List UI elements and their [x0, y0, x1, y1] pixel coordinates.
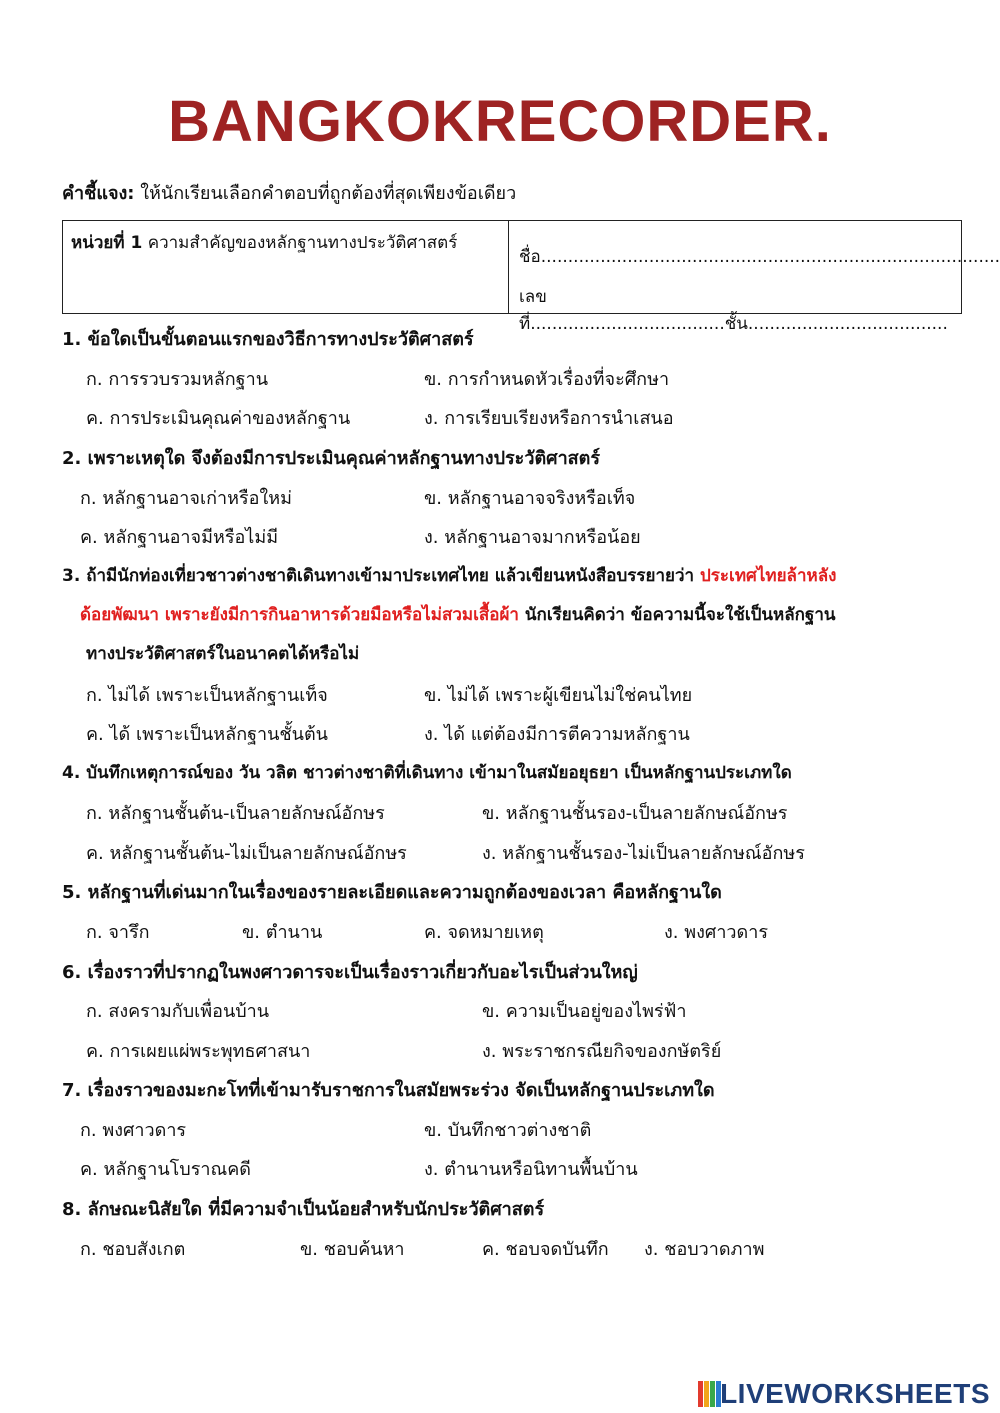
q7-option-c[interactable]: ค. หลักฐานโบราณคดี [80, 1159, 251, 1180]
q3-option-d[interactable]: ง. ได้ แต่ต้องมีการตีความหลักฐาน [424, 724, 690, 745]
q4-option-a[interactable]: ก. หลักฐานชั้นต้น-เป็นลายลักษณ์อักษร [86, 803, 385, 824]
q8-option-b[interactable]: ข. ชอบค้นหา [300, 1239, 405, 1260]
q6-option-d[interactable]: ง. พระราชกรณียกิจของกษัตริย์ [482, 1041, 722, 1062]
question-7: 7. เรื่องราวของมะกะโทที่เข้ามารับราชการในสมัยพระร่วง จัดเป็นหลักฐานประเภทใด [62, 1080, 715, 1101]
q3-option-b[interactable]: ข. ไม่ได้ เพราะผู้เขียนไม่ใช่คนไทย [424, 685, 693, 706]
question-3-line-3: ทางประวัติศาสตร์ในอนาคตได้หรือไม่ [86, 644, 360, 664]
q6-option-b[interactable]: ข. ความเป็นอยู่ของไพร่ฟ้า [482, 1001, 687, 1022]
question-4: 4. บันทึกเหตุการณ์ของ วัน วลิต ชาวต่างชาติที่เดินทาง เข้ามาในสมัยอยุธยา เป็นหลักฐานประเภทใด [62, 763, 792, 783]
question-5: 5. หลักฐานที่เด่นมากในเรื่องของรายละเอียดและความถูกต้องของเวลา คือหลักฐานใด [62, 882, 722, 903]
q2-option-b[interactable]: ข. หลักฐานอาจจริงหรือเท็จ [424, 488, 636, 509]
q5-option-c[interactable]: ค. จดหมายเหตุ [424, 922, 544, 943]
unit-label: หน่วยที่ 1 [71, 233, 143, 253]
q1-option-d[interactable]: ง. การเรียบเรียงหรือการนำเสนอ [424, 408, 674, 429]
q4-option-b[interactable]: ข. หลักฐานชั้นรอง-เป็นลายลักษณ์อักษร [482, 803, 788, 824]
footer-brand[interactable]: LIVEWORKSHEETS [720, 1378, 990, 1409]
q7-option-d[interactable]: ง. ตำนานหรือนิทานพื้นบ้าน [424, 1159, 638, 1180]
q1-option-c[interactable]: ค. การประเมินคุณค่าของหลักฐาน [86, 408, 351, 429]
instruction [62, 178, 516, 207]
number-class-field[interactable]: เลขที่....................................ชั้น..................................... [519, 287, 948, 334]
question-3-line-1 [62, 562, 836, 589]
q8-option-c[interactable]: ค. ชอบจดบันทึก [482, 1239, 609, 1260]
question-3-highlight-b: ด้อยพัฒนา เพราะยังมีการกินอาหารด้วยมือหรือไม่สวมเสื้อผ้า [80, 605, 519, 625]
question-3-text-b: นักเรียนคิดว่า ข้อความนี้จะใช้เป็นหลักฐาน [524, 605, 836, 625]
instruction-text: ให้นักเรียนเลือกคำตอบที่ถูกต้องที่สุดเพียงข้อเดียว [140, 183, 517, 204]
q2-option-a[interactable]: ก. หลักฐานอาจเก่าหรือใหม่ [80, 488, 292, 509]
q6-option-c[interactable]: ค. การเผยแผ่พระพุทธศาสนา [86, 1041, 311, 1062]
q5-option-a[interactable]: ก. จารึก [86, 922, 150, 943]
q8-option-a[interactable]: ก. ชอบสังเกต [80, 1239, 186, 1260]
q5-option-b[interactable]: ข. ตำนาน [242, 922, 323, 943]
question-3-line-2 [80, 601, 836, 628]
question-2: 2. เพราะเหตุใด จึงต้องมีการประเมินคุณค่าหลักฐานทางประวัติศาสตร์ [62, 448, 601, 469]
q3-option-c[interactable]: ค. ได้ เพราะเป็นหลักฐานชั้นต้น [86, 724, 328, 745]
box-divider [508, 221, 509, 313]
q5-option-d[interactable]: ง. พงศาวดาร [664, 922, 768, 943]
liveworksheets-logo-icon [698, 1381, 722, 1407]
unit-heading [71, 229, 457, 256]
unit-title: ความสำคัญของหลักฐานทางประวัติศาสตร์ [147, 233, 458, 253]
q7-option-b[interactable]: ข. บันทึกชาวต่างชาติ [424, 1120, 592, 1141]
q4-option-d[interactable]: ง. หลักฐานชั้นรอง-ไม่เป็นลายลักษณ์อักษร [482, 843, 805, 864]
site-logo: BANGKOKRECORDER. [168, 89, 832, 154]
q3-option-a[interactable]: ก. ไม่ได้ เพราะเป็นหลักฐานเท็จ [86, 685, 328, 706]
question-1: 1. ข้อใดเป็นขั้นตอนแรกของวิธีการทางประวัติศาสตร์ [62, 329, 474, 350]
q2-option-d[interactable]: ง. หลักฐานอาจมากหรือน้อย [424, 527, 641, 548]
q4-option-c[interactable]: ค. หลักฐานชั้นต้น-ไม่เป็นลายลักษณ์อักษร [86, 843, 407, 864]
name-field[interactable]: ชื่อ..................................................................................... [519, 247, 1000, 267]
q7-option-a[interactable]: ก. พงศาวดาร [80, 1120, 187, 1141]
question-3-highlight-a: ประเทศไทยล้าหลัง [699, 566, 837, 586]
question-3-text-a: 3. ถ้ามีนักท่องเที่ยวชาวต่างชาติเดินทางเข้ามาประเทศไทย แล้วเขียนหนังสือบรรยายว่า [62, 566, 695, 586]
q2-option-c[interactable]: ค. หลักฐานอาจมีหรือไม่มี [80, 527, 279, 548]
student-info-box [62, 220, 1000, 334]
q1-option-b[interactable]: ข. การกำหนดหัวเรื่องที่จะศึกษา [424, 369, 670, 390]
q6-option-a[interactable]: ก. สงครามกับเพื่อนบ้าน [86, 1001, 270, 1022]
q8-option-d[interactable]: ง. ชอบวาดภาพ [644, 1239, 765, 1260]
q1-option-a[interactable]: ก. การรวบรวมหลักฐาน [86, 369, 268, 390]
question-8: 8. ลักษณะนิสัยใด ที่มีความจำเป็นน้อยสำหรับนักประวัติศาสตร์ [62, 1199, 545, 1220]
instruction-label: คำชี้แจง: [62, 183, 135, 204]
question-6: 6. เรื่องราวที่ปรากฏในพงศาวดารจะเป็นเรื่องราวเกี่ยวกับอะไรเป็นส่วนใหญ่ [62, 962, 638, 983]
